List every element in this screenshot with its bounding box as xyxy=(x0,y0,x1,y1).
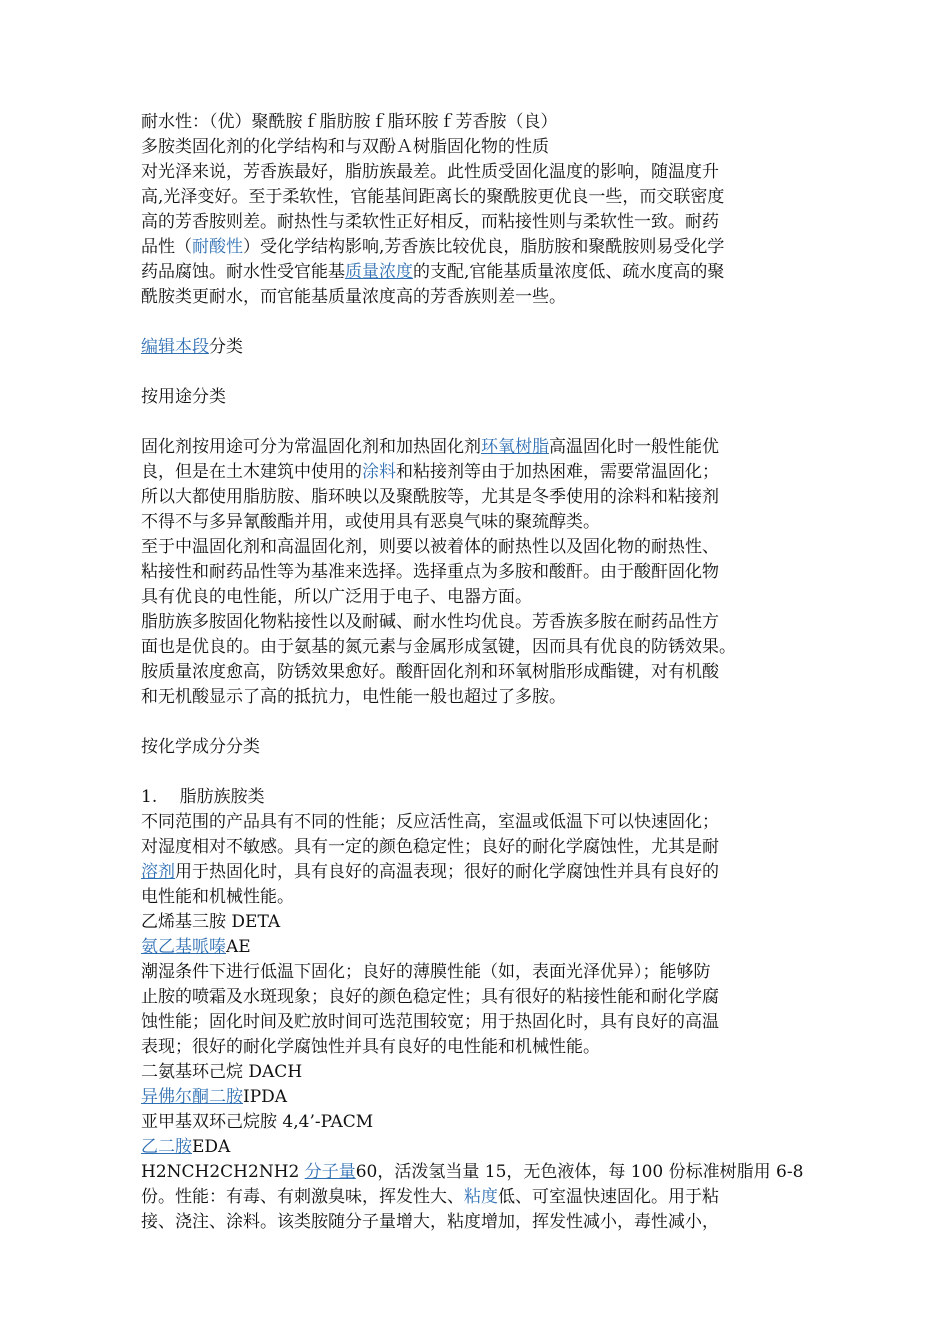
text-segment: H2NCH2CH2NH2 xyxy=(141,1162,305,1182)
subsection-title-by-chemistry: 按化学成分分类 xyxy=(141,737,260,757)
paragraph-line: 不同范围的产品具有不同的性能；反应活性高，室温或低温下可以快速固化； xyxy=(141,812,719,832)
spacer xyxy=(141,360,811,385)
paragraph-line: 接、浇注、涂料。该类胺随分子量增大，粘度增加，挥发性减小，毒性减小， xyxy=(141,1212,719,1232)
document-page xyxy=(141,110,811,1235)
text-segment: 品性（ xyxy=(141,237,192,257)
section-heading-text: 分类 xyxy=(209,337,243,357)
coating-link[interactable]: 涂料 xyxy=(362,462,396,482)
ethylenediamine-link[interactable]: 乙二胺 xyxy=(141,1137,192,1157)
paragraph-line: 具有优良的电性能，所以广泛用于电子、电器方面。 xyxy=(141,587,532,607)
paragraph-line xyxy=(141,860,811,885)
paragraph-line: 面也是优良的。由于氨基的氮元素与金属形成氢键，因而具有优良的防锈效果。 xyxy=(141,637,736,657)
paragraph-line: 电性能和机械性能。 xyxy=(141,887,294,907)
acid-resistance-link[interactable]: 耐酸性 xyxy=(192,237,243,257)
epoxy-resin-link[interactable]: 环氧树脂 xyxy=(481,437,549,457)
paragraph-line: 对湿度相对不敏感。具有一定的颜色稳定性；良好的耐化学腐蚀性，尤其是耐 xyxy=(141,837,719,857)
spacer xyxy=(141,410,811,435)
paragraph-line: 酰胺类更耐水，而官能基质量浓度高的芳香族则差一些。 xyxy=(141,287,566,307)
text-segment: 的支配,官能基质量浓度低、疏水度高的聚 xyxy=(413,262,725,282)
paragraph-line xyxy=(141,435,811,460)
text-segment: 和粘接剂等由于加热困难，需要常温固化； xyxy=(396,462,719,482)
text-segment: IPDA xyxy=(243,1087,288,1107)
aminoethylpiperazine-link[interactable]: 氨乙基哌嗪 xyxy=(141,937,226,957)
section-heading-classification xyxy=(141,335,811,360)
text-segment: EDA xyxy=(192,1137,231,1157)
paragraph-line: 不得不与多异氰酸酯并用，或使用具有恶臭气味的聚巯醇类。 xyxy=(141,512,600,532)
text-segment: 固化剂按用途可分为常温固化剂和加热固化剂 xyxy=(141,437,481,457)
paragraph-line xyxy=(141,460,811,485)
text-segment: 高温固化时一般性能优 xyxy=(549,437,719,457)
molecular-weight-link[interactable]: 分子量 xyxy=(304,1162,356,1182)
paragraph-line xyxy=(141,1185,811,1210)
paragraph-line: 对光泽来说，芳香族最好，脂肪族最差。此性质受固化温度的影响，随温度升 xyxy=(141,162,719,182)
water-resistance-line: 耐水性：（优）聚酰胺ｆ脂肪胺ｆ脂环胺ｆ芳香胺（良） xyxy=(141,112,558,132)
subsection-title-by-use: 按用途分类 xyxy=(141,387,226,407)
paragraph-line xyxy=(141,260,811,285)
polyamine-structure-heading: 多胺类固化剂的化学结构和与双酚Ａ树脂固化物的性质 xyxy=(141,137,549,157)
compound-dach: 二氨基环己烷 DACH xyxy=(141,1062,303,1082)
paragraph-line: 所以大都使用脂肪胺、脂环映以及聚酰胺等，尤其是冬季使用的涂料和粘接剂 xyxy=(141,487,719,507)
paragraph-line: 粘接性和耐药品性等为基准来选择。选择重点为多胺和酸酐。由于酸酐固化物 xyxy=(141,562,719,582)
list-item-aliphatic-amines: 1. 脂肪族胺类 xyxy=(141,787,265,807)
isophorone-diamine-link[interactable]: 异佛尔酮二胺 xyxy=(141,1087,243,1107)
paragraph-line: 高的芳香胺则差。耐热性与柔软性正好相反，而粘接性则与柔软性一致。耐药 xyxy=(141,212,719,232)
paragraph-line: 潮湿条件下进行低温下固化；良好的薄膜性能（如，表面光泽优异）；能够防 xyxy=(141,962,711,982)
compound-ae xyxy=(141,935,811,960)
paragraph-line: 止胺的喷霜及水斑现象；良好的颜色稳定性；具有很好的粘接性能和耐化学腐 xyxy=(141,987,719,1007)
compound-ipda xyxy=(141,1085,811,1110)
text-segment: 用于热固化时，具有良好的高温表现；很好的耐化学腐蚀性并具有良好的 xyxy=(175,862,719,882)
viscosity-link[interactable]: 粘度 xyxy=(464,1187,498,1207)
compound-eda xyxy=(141,1135,811,1160)
paragraph-line xyxy=(141,1160,811,1185)
solvent-link[interactable]: 溶剂 xyxy=(141,862,175,882)
text-segment: ）受化学结构影响,芳香族比较优良，脂肪胺和聚酰胺则易受化学 xyxy=(243,237,725,257)
paragraph-line: 胺质量浓度愈高，防锈效果愈好。酸酐固化剂和环氧树脂形成酯键，对有机酸 xyxy=(141,662,719,682)
text-segment: 低、可室温快速固化。用于粘 xyxy=(498,1187,719,1207)
spacer xyxy=(141,760,811,785)
paragraph-line: 蚀性能；固化时间及贮放时间可选范围较宽；用于热固化时，具有良好的高温 xyxy=(141,1012,719,1032)
paragraph-line: 至于中温固化剂和高温固化剂，则要以被着体的耐热性以及固化物的耐热性、 xyxy=(141,537,719,557)
text-segment: 药品腐蚀。耐水性受官能基 xyxy=(141,262,345,282)
text-segment: 60，活泼氢当量 15，无色液体，每 100 份标准树脂用 6-8 xyxy=(355,1162,804,1182)
edit-section-link[interactable]: 编辑本段 xyxy=(141,337,209,357)
paragraph-line: 表现；很好的耐化学腐蚀性并具有良好的电性能和机械性能。 xyxy=(141,1037,600,1057)
paragraph-line: 和无机酸显示了高的抵抗力，电性能一般也超过了多胺。 xyxy=(141,687,566,707)
paragraph-line: 高,光泽变好。至于柔软性，官能基间距离长的聚酰胺更优良一些，而交联密度 xyxy=(141,187,725,207)
spacer xyxy=(141,710,811,735)
text-segment: 良，但是在土木建筑中使用的 xyxy=(141,462,362,482)
paragraph-line: 脂肪族多胺固化物粘接性以及耐碱、耐水性均优良。芳香族多胺在耐药品性方 xyxy=(141,612,719,632)
text-segment: AE xyxy=(226,937,251,957)
paragraph-line xyxy=(141,235,811,260)
compound-pacm: 亚甲基双环己烷胺 4,4’-PACM xyxy=(141,1112,374,1132)
compound-deta: 乙烯基三胺 DETA xyxy=(141,912,281,932)
text-segment: 份。性能：有毒、有刺激臭味，挥发性大、 xyxy=(141,1187,464,1207)
spacer xyxy=(141,310,811,335)
mass-concentration-link[interactable]: 质量浓度 xyxy=(345,262,413,282)
